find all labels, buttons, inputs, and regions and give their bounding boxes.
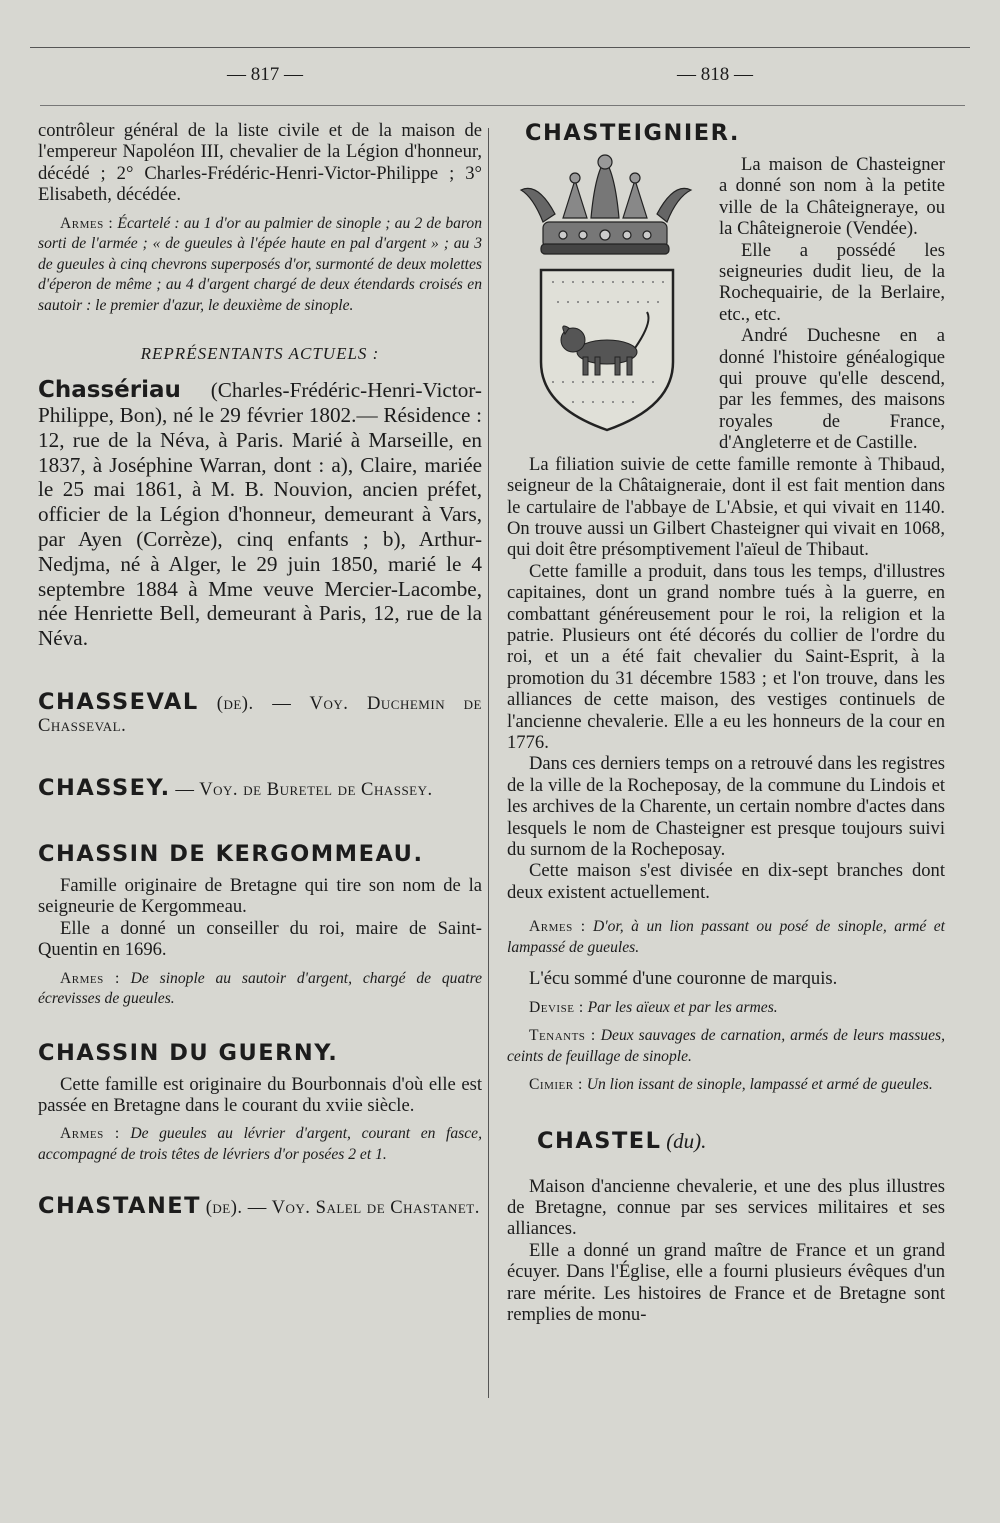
left-column: [38, 120, 482, 1219]
chasteignier-p4: La filiation suivie de cette famille remonte à Thibaud, seigneur de la Châtaigneraie, dont il est fait mention dans le cartulaire de l'abbaye de L'Absie, et qui vivait en 1140. On trouve aussi un Gilbert Chasteigner qui vivait en 1068, qui doit être présomptivement l'aïeul de Thibaut.: [507, 453, 945, 561]
tenants-line: [507, 1026, 945, 1067]
marquis-crown-icon: [521, 155, 691, 254]
chastel-p1: Maison d'ancienne chevalerie, et une des plus illustres de Bretagne, connue par ses services militaires et ses alliances.: [507, 1175, 945, 1240]
arms-text: D'or, à un lion passant ou posé de sinople, armé et lampassé de gueules.: [507, 918, 946, 956]
chassey-entry: [38, 774, 482, 801]
right-column: [507, 120, 945, 1325]
chasteignier-p3: André Duchesne en a donné l'histoire généalogique qui prouve qu'elle descend, par les femmes, des maisons royales de France, d'Angleterre et de Castille.: [719, 325, 945, 454]
header-rule: [40, 105, 965, 106]
chastel-entry: [537, 1127, 945, 1154]
chastel-rest: (du).: [666, 1128, 707, 1153]
cimier-line: [507, 1075, 945, 1096]
arms-text: De gueules au lévrier d'argent, courant en fasce, accompagné de trois têtes de lévriers d'or posées 2 et 1.: [38, 1125, 482, 1163]
chasseval-entry: [38, 688, 482, 737]
arms-kergommeau: [38, 969, 482, 1010]
chasseriau-name: Chassériau: [38, 377, 181, 404]
page-number-right: — 818 —: [677, 64, 753, 85]
kergommeau-p1: Famille originaire de Bretagne qui tire son nom de la seigneurie de Kergommeau.: [38, 874, 482, 918]
column-divider: [488, 128, 489, 1398]
guerny-title: CHASSIN DU GUERNY.: [38, 1039, 339, 1066]
chastanet-entry: [38, 1195, 482, 1219]
chasteignier-p7: Cette maison s'est divisée en dix-sept branches dont deux existent actuellement.: [507, 860, 945, 903]
arms-label: Armes :: [60, 969, 120, 987]
arms-label: Armes :: [529, 918, 586, 936]
chassey-title: CHASSEY.: [38, 774, 171, 801]
chasteignier-p5: Cette famille a produit, dans tous les temps, d'illustres capitaines, dont un grand nombre tués à la guerre, en combattant généreusement pour le roi, la religion et la patrie. Plusieurs ont été décorés du collier de l'ordre du roi, et un a été fait chevalier du Saint-Esprit, à la promotion du 31 décembre 1583 ; et l'on trouve, dans les alliances de cette maison, des vestiges continuels de l'ancienne chevalerie. Elle a eu les honneurs de la cour en 1776.: [507, 560, 945, 753]
arms-chasteignier: [507, 917, 945, 958]
tenants-text: Deux sauvages de carnation, armés de leurs massues, ceints de feuillage de sinople.: [507, 1027, 945, 1065]
chasseriau-entry: [38, 378, 482, 651]
devise-line: [507, 998, 945, 1019]
intro-paragraph: contrôleur général de la liste civile et de la maison de l'empereur Napoléon III, chevalier de la Légion d'honneur, décédé ; 2° Charles-Frédéric-Henri-Victor-Philippe ; 3° Elisabeth, décédée.: [38, 120, 482, 206]
arms-chasseriau: [38, 214, 482, 317]
devise-text: Par les aïeux et par les armes.: [587, 998, 778, 1016]
page-number-left: — 817 —: [227, 64, 303, 85]
cimier-label: Cimier :: [529, 1076, 583, 1094]
arms-guerny: [38, 1124, 482, 1165]
chasseriau-text: (Charles-Frédéric-Henri-Victor-Philippe, Bon), né le 29 février 1802.— Résidence : 12, rue de la Néva, à Paris. Marié à Marseille, en 1837, à Joséphine Warran, dont : a), Claire, mariée le 25 mai 1861, à M. B. Nouvion, ancien préfet, officier de la Légion d'honneur, demeurant à Vars, par Ayen (Corrèze), cinq enfants ; b), Arthur-Nedjma, né à Alger, le 29 juin 1850, marié le 4 septembre 1884 à Mme veuve Mercier-Lacombe, née Henriette Bell, demeurant à Paris, 12, rue de la Néva.: [38, 378, 482, 651]
chasseval-rest: (de). — Voy. Duchemin de Chasseval.: [38, 692, 482, 736]
chastanet-title: CHASTANET: [38, 1193, 202, 1220]
kergommeau-title: CHASSIN DE KERGOMMEAU.: [38, 840, 424, 867]
chastel-title: CHASTEL: [537, 1127, 662, 1154]
kergommeau-p2: Elle a donné un conseiller du roi, maire de Saint-Quentin en 1696.: [38, 917, 482, 961]
arms-label: Armes :: [60, 214, 114, 232]
guerny-p1: Cette famille est originaire du Bourbonnais d'où elle est passée en Bretagne dans le courant du xviie siècle.: [38, 1073, 482, 1116]
tenants-label: Tenants :: [529, 1027, 596, 1045]
chasteignier-p1: La maison de Chasteigner a donné son nom à la petite ville de la Châteigneraye, ou la Châteigneroie (Vendée).: [719, 154, 945, 240]
chasteignier-title: CHASTEIGNIER.: [525, 120, 740, 146]
chasseval-title: CHASSEVAL: [38, 688, 199, 715]
cimier-text: Un lion issant de sinople, lampassé et armé de gueules.: [586, 1076, 933, 1094]
devise-label: Devise :: [529, 998, 584, 1016]
chastanet-rest: (de). — Voy. Salel de Chastanet.: [205, 1197, 480, 1219]
chasteignier-p2: Elle a possédé les seigneuries dudit lieu, de la Rochequairie, de la Berlaire, etc., etc.: [719, 239, 945, 325]
arms-text: De sinople au sautoir d'argent, chargé de quatre écrevisses de gueules.: [38, 969, 483, 1008]
arms-label: Armes :: [60, 1125, 120, 1143]
ecu-line: L'écu sommé d'une couronne de marquis.: [529, 968, 838, 990]
coat-of-arms-illustration: [503, 152, 709, 434]
top-rule: [30, 47, 970, 48]
representants-heading: REPRÉSENTANTS ACTUELS :: [140, 344, 380, 364]
chasteignier-p6: Dans ces derniers temps on a retrouvé dans les registres de la ville de la Rocheposay, de la commune du Lindois et les archives de la Charente, un certain nombre d'actes dans lesquels le nom de Chasteigner est presque toujours suivi du surnom de la Rocheposay.: [507, 753, 945, 860]
chastel-p2: Elle a donné un grand maître de France et un grand écuyer. Dans l'Église, elle a fourni plusieurs évêques d'un rare mérite. Les histoires de France et de Bretagne sont remplies de monu-: [507, 1239, 945, 1326]
chassey-rest: — Voy. de Buretel de Chassey.: [175, 778, 433, 800]
arms-text: Écartelé : au 1 d'or au palmier de sinople ; au 2 de baron sorti de l'armée ; « de gueules à l'épée haute en pal d'argent » ; au 3 de gueules à cinq chevrons superposés d'or, surmonté de deux molettes d'éperon de même ; au 4 d'argent chargé de deux étendards croisés en sautoir : le premier d'azur, le deuxième de sinople.: [38, 214, 482, 314]
